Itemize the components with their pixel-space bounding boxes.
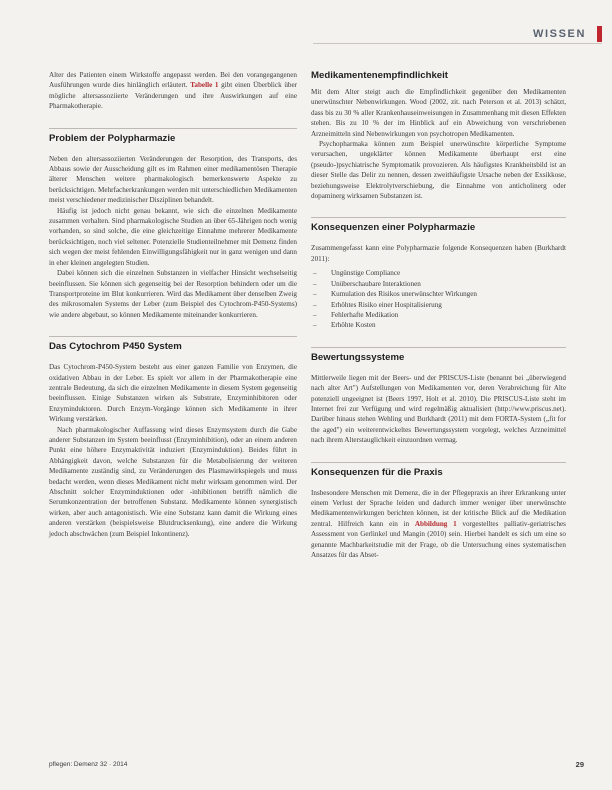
- paragraph: Mittlerweile liegen mit der Beers- und der PRISCUS-Liste (benannt bei „überwiegend nach alter Art") Aufstellungen von Medikamenten vor, deren Verabreichung für Alte potenziell ungeeignet ist (Beers 1997, Holt et al. 2010). Die PRISCUS-Liste steht im Internet frei zur Verfügung und wird regelmäßig aktualisiert (http://www.priscus.net). Darüber hinaus stehen Wehling und Burkhardt (2011) mit dem FORTA-System („fit for the aged") ein weiterentwickeltes Bewertungssystem vorgelegt, welches Arzneimittel nach ihrem Alterstauglichkeit einzuordnen vermag.: [311, 373, 566, 445]
- paragraph: Neben den altersassoziierten Veränderungen der Resorption, des Transports, des Abbaus sowie der Ausscheidung gilt es im Rahmen einer medikamentösen Therapie älterer Menschen weitere pharmakologisch bemerkenswerte Aspekte zu berücksichtigen. Mehrfacherkrankungen werden mit unterschiedlichen Medikamenten meist verschiedener medizinischer Disziplinen behandelt.: [49, 154, 297, 205]
- header-rule: [313, 43, 602, 44]
- paragraph: Zusammengefasst kann eine Polypharmazie folgende Konsequenzen haben (Burkhardt 2011):: [311, 244, 566, 263]
- paragraph: [311, 488, 566, 561]
- heading-konsequenzen-polypharmazie: Konsequenzen einer Polypharmazie: [311, 217, 566, 233]
- page-number: 29: [575, 760, 584, 769]
- list-item: – Erhöhte Kosten: [313, 321, 376, 330]
- list-item: – Fehlerhafte Medikation: [313, 310, 399, 319]
- journal-footer: pflegen: Demenz 32 · 2014: [49, 761, 128, 768]
- heading-polypharmazie: Problem der Polypharmazie: [49, 128, 297, 144]
- left-column: [49, 70, 297, 539]
- intro-text-rest: gibt einen Überblick über mögliche altersassoziierte Veränderungen und ihre Auswirkungen auf eine Pharmakotherapie.: [49, 81, 298, 111]
- heading-konsequenzen-praxis: Konsequenzen für die Praxis: [311, 462, 566, 478]
- paragraph: Mit dem Alter steigt auch die Empfindlichkeit gegenüber den Medikamenten unerwünschter Nebenwirkungen. Wood (2002, zit. nach Peterson et al. 2013) schätzt, dass bis zu 30 % aller Krankenhauseinweisungen in Zusammenhang mit diesen Effekten stehen. Bis zu 10 % der im Hinblick auf ein Abweichung von verschriebenen Arzneimitteln sind Nebenwirkungen von psychotropen Medikamenten.: [311, 88, 566, 138]
- praxis-text: Insbesondere Menschen mit Demenz, die in der Pflegepraxis an ihrer Erkrankung unter einem Verlust der Sprache leiden und dadurch immer weniger über unerwünschte Medikamentenwirkungen berichten können, ist der kritische Blick auf die Medikation zentral. Hilfreich kann ein in: [311, 488, 566, 528]
- figure-reference[interactable]: Abbildung 1: [414, 519, 457, 528]
- list-item: – Ungünstige Compliance: [313, 269, 401, 278]
- intro-paragraph: [49, 70, 297, 112]
- list-item: – Kumulation des Risikos unerwünschter Wirkungen: [313, 290, 477, 299]
- table-reference[interactable]: Tabelle 1: [190, 81, 219, 90]
- list-item: – Unüberschaubare Interaktionen: [313, 279, 421, 288]
- consequence-list: [311, 268, 566, 330]
- heading-bewertungssysteme: Bewertungssysteme: [311, 347, 566, 363]
- paragraph: Nach pharmakologischer Auffassung wird dieses Enzymsystem durch die Gabe anderer Substanzen im System beeinflusst (Enzyminhibition), oder an einem anderen Punkt eine höhere Enzymaktivität induziert (Enzyminduktion). Beides führt in Abhängigkeit davon, welche Substanzen für die Metabolisierung der weiteren Medikamente zuständig sind, zu Veränderungen des Plasmawirkspiegels und muss bedacht werden, wenn dieses Medikament nicht mehr wirksam genommen wird. Der Abschnitt solcher Enzyminduktionen oder -inhibitionen betrifft nämlich die Serumkonzentration der betroffenen Substanz. Medikamente können synergistisch wirken, aber auch antagonistisch. Wie eine Substanz kann damit die Wirkung eines anderen verstärken (beispielsweise Blutdrucksenkung), eine andere die Wirkung jedoch abschwächen (zum Beispiel Inkontinenz).: [49, 425, 297, 538]
- right-column: [311, 70, 566, 560]
- paragraph: Psychopharmaka können zum Beispiel unerwünschte körperliche Symptome verursachen, ungeklärter können Medikamente überhaupt erst eine (pseudo-)psychiatrische Symptomatik provozieren. Als häufigstes Krankheitsbild ist an dieser Stelle das Delir zu nennen, dessen zweithäufigste Ursache neben der Exsikkose, beziehungsweise Elektrolytverschiebung, die Einnahme von anticholinerg oder dopaminerg wirksamen Substanzen ist.: [311, 140, 566, 201]
- section-tag: WISSEN: [533, 28, 586, 40]
- list-item: – Erhöhtes Risiko einer Hospitalisierung: [313, 300, 442, 309]
- heading-cytochrom: Das Cytochrom P450 System: [49, 336, 297, 352]
- intro-text: Alter des Patienten einem Wirkstoffe angepasst werden. Bei den vorangegangenen Ausführungen wurde dies hinlänglich erläutert.: [49, 71, 297, 90]
- praxis-text-rest: vorgestelltes palliativ-geriatrisches Assessment von Gerlinkel und Mangin (2010) sein. Hierbei handelt es sich um eine so genannte Machbarkeitstudie mit der Frage, ob die Untersuchung eines systematischen Ansatzes für das Abset-: [311, 519, 566, 559]
- section-marker: [597, 26, 602, 42]
- heading-medikamentenempfindlichkeit: Medikamentenempfindlichkeit: [311, 70, 449, 81]
- paragraph: Das Cytochrom-P450-System besteht aus einer ganzen Familie von Enzymen, die oxidativen Abbau in der Leber. Es spielt vor allem in der Pharmakotherapie eine zentrale Bedeutung, da sich die einzelnen Medikamente in diesem System gegenseitig beeinflussen. Einige Substanzen wirken als Substrate, Enzyminhibitoren oder Enzyminduktoren. Durch Enzym-Vorgänge können sich Medikamente in ihrer Wirkung verstärken.: [49, 363, 297, 424]
- paragraph: Dabei können sich die einzelnen Substanzen in vielfacher Hinsicht wechselseitig beeinflussen. Sie können sich gegenseitig bei der Resorption behindern oder um die Transportproteine im Blut konkurrieren. Wird das Medikament über denselben Zweig des mikrosomalen Systems der Leber (zum Beispiel des Cytochrom-P450-Systems) wie andere abgebaut, so können Medikamente miteinander konkurrieren.: [49, 269, 297, 319]
- paragraph: Häufig ist jedoch nicht genau bekannt, wie sich die einzelnen Medikamente zusammen verhalten. Sind pharmakologische Studien an über 65-Jährigen noch wenig vorhanden, so sind solche, die eine gleichzeitige Einnahme mehrerer Medikamente berücksichtigen, noch viel seltener. Potenzielle Studienteilnehmer mit Demenz finden sich wegen der meist fehlenden Einwilligungsfähigkeit nur in ganz wenigen und dann in eher kleinen angelegten Studien.: [49, 206, 297, 267]
